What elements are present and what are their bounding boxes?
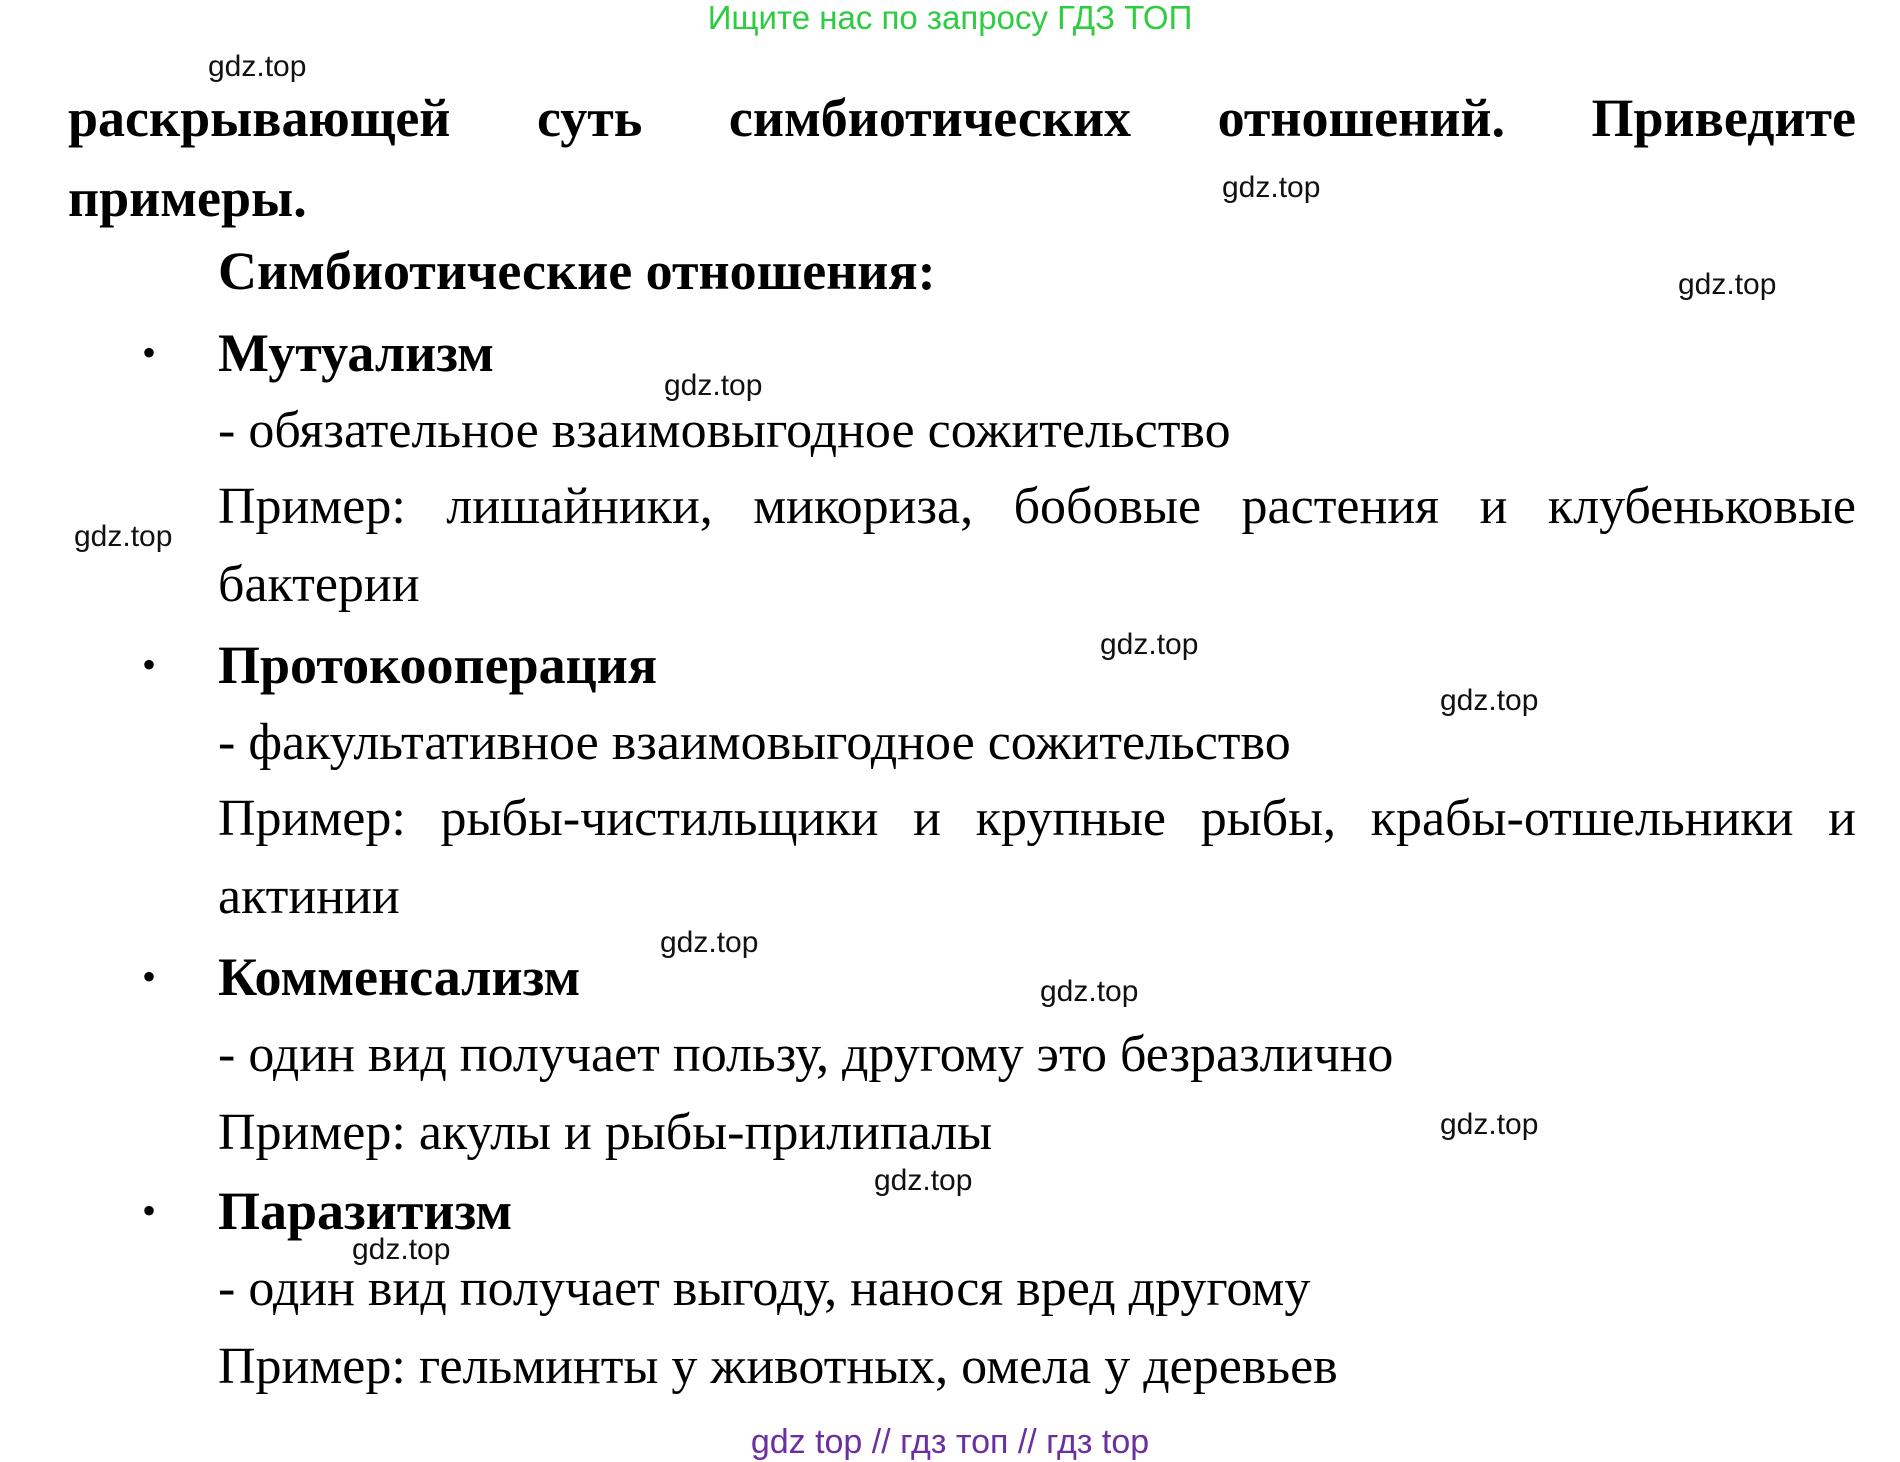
footer-links: gdz top // гдз топ // гдз top	[750, 1423, 1150, 1461]
bullet-marker: •	[142, 954, 157, 999]
watermark: gdz.top	[1100, 628, 1199, 661]
watermark: gdz.top	[1222, 171, 1321, 204]
term-parasitism: Паразитизм	[218, 1181, 513, 1241]
watermark: gdz.top	[874, 1164, 973, 1197]
definition-mutualism: - обязательное взаимовыгодное сожительство	[218, 402, 1231, 459]
definition-parasitism: - один вид получает выгоду, нанося вред другому	[218, 1260, 1311, 1317]
term-mutualism: Мутуализм	[218, 323, 494, 383]
watermark: gdz.top	[1440, 1108, 1539, 1141]
term-protocooperation: Протокооперация	[218, 635, 658, 695]
example-protocooperation: Пример: рыбы-чистильщики и крупные рыбы, крабы-отшельники и актинии	[218, 790, 1856, 925]
watermark: gdz.top	[1678, 268, 1777, 301]
section-heading: Симбиотические отношения:	[218, 241, 936, 301]
definition-protocooperation: - факультативное взаимовыгодное сожительство	[218, 714, 1291, 771]
watermark: gdz.top	[660, 926, 759, 959]
top-banner: Ищите нас по запросу ГДЗ ТОП	[707, 0, 1193, 36]
watermark: gdz.top	[352, 1233, 451, 1266]
watermark: gdz.top	[1440, 684, 1539, 717]
term-commensalism: Комменсализм	[218, 947, 581, 1007]
example-commensalism: Пример: акулы и рыбы-прилипалы	[218, 1104, 993, 1161]
watermark: gdz.top	[1040, 975, 1139, 1008]
watermark: gdz.top	[208, 50, 307, 83]
task-intro-text: раскрывающей суть симбиотических отношений. Приведите примеры.	[68, 88, 1856, 228]
watermark: gdz.top	[74, 520, 173, 553]
bullet-marker: •	[142, 1188, 157, 1233]
watermark: gdz.top	[664, 369, 763, 402]
definition-commensalism: - один вид получает пользу, другому это безразлично	[218, 1026, 1394, 1083]
example-parasitism: Пример: гельминты у животных, омела у деревьев	[218, 1338, 1338, 1395]
bullet-marker: •	[142, 330, 157, 375]
example-mutualism: Пример: лишайники, микориза, бобовые растения и клубеньковые бактерии	[218, 478, 1856, 613]
bullet-marker: •	[142, 642, 157, 687]
